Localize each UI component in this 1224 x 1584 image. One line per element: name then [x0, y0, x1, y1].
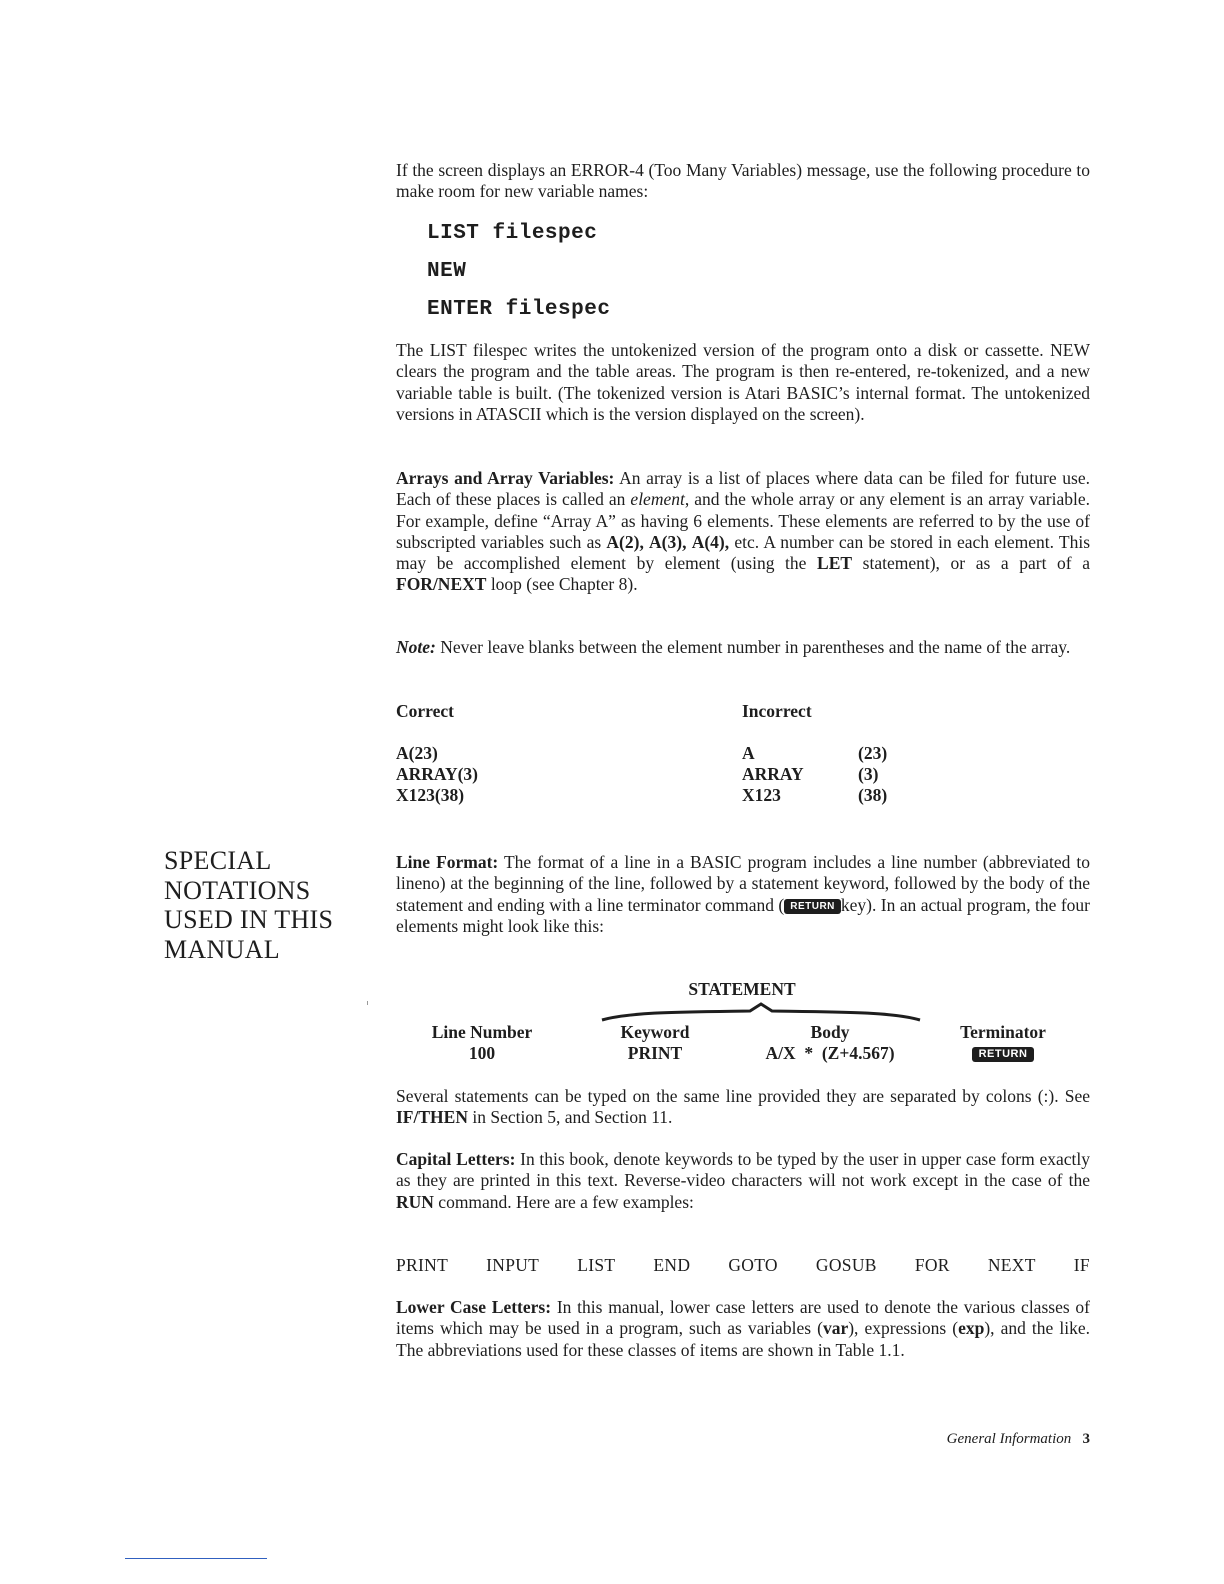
keyword-example: PRINT: [396, 1255, 449, 1275]
lower-case-paragraph: Lower Case Letters: In this manual, lower case letters are used to denote the various classes of items which may be used in a program, such as variables (var), expressions (exp), and the like. The abbreviations used for these classes of items are shown in Table 1.1.: [396, 1297, 1091, 1360]
capital-letters-paragraph: Capital Letters: In this book, denote keywords to be typed by the user in upper case form exactly as they are printed in this text. Reverse-video characters will not work except in the case of the RUN command. Here are a few examples:: [396, 1149, 1090, 1212]
arrays-heading: Arrays and Array Variables:: [396, 468, 615, 488]
incorrect-name: X123: [742, 785, 781, 805]
statement-brace: [600, 1002, 922, 1024]
return-key-icon: RETURN: [784, 899, 841, 914]
intro-paragraph: If the screen displays an ERROR-4 (Too Many Variables) message, use the following procedure to make room for new variable names:: [396, 160, 1090, 202]
keyword-example: LIST: [577, 1255, 616, 1275]
several-statements-paragraph: Several statements can be typed on the same line provided they are separated by colons (:). See IF/THEN in Section 5, and Section 11.: [396, 1086, 1090, 1128]
statement-label: STATEMENT: [688, 979, 796, 999]
note-label: Note:: [396, 637, 436, 657]
line-number-value: 100: [468, 1043, 496, 1063]
body-value: A/X * (Z+4.567): [765, 1043, 895, 1063]
line-format-paragraph: Line Format: The format of a line in a BASIC program includes a line number (abbreviated to lineno) at the beginning of the line, followed by a statement keyword, followed by the body of the statement and ending with a line terminator command ( RETURN key). In an actual program, the four elements might look like this:: [396, 852, 1090, 936]
list-filespec-paragraph: The LIST filespec writes the untokenized version of the program onto a disk or cassette. NEW clears the program and the table areas. The program is then re-entered, re-tokenized, and a new variable table is built. (The tokenized version is Atari BASIC’s internal format. The untokenized versions in ATASCII which is the version displayed on the screen).: [396, 340, 1090, 424]
page-footer: [900, 1431, 1090, 1448]
incorrect-subscript: (3): [858, 764, 879, 784]
keyword-example: GOTO: [728, 1255, 778, 1275]
lower-case-heading: Lower Case Letters:: [396, 1297, 552, 1317]
keyword-examples: [396, 1255, 1090, 1276]
keyword-example: INPUT: [486, 1255, 540, 1275]
line-number-label: Line Number: [431, 1022, 533, 1042]
incorrect-name: A: [742, 743, 755, 763]
code-line-list: LIST filespec: [427, 222, 598, 245]
body-label: Body: [810, 1022, 850, 1042]
note-paragraph: Note: Never leave blanks between the element number in parentheses and the name of the array.: [396, 637, 1071, 657]
incorrect-subscript: (38): [858, 785, 888, 805]
return-key-icon: RETURN: [972, 1047, 1035, 1062]
terminator-value: [933, 1043, 1073, 1064]
element-emphasis: element: [630, 489, 685, 510]
incorrect-header: Incorrect: [742, 701, 812, 721]
keyword-label: Keyword: [620, 1022, 690, 1042]
footer-title: General Information: [946, 1431, 1072, 1447]
keyword-example: NEXT: [987, 1255, 1036, 1275]
correct-example: X123(38): [396, 785, 465, 805]
footnote-rule: [125, 1558, 267, 1559]
code-line-new: NEW: [427, 260, 467, 283]
code-line-enter: ENTER filespec: [427, 298, 611, 321]
incorrect-name: ARRAY: [742, 764, 804, 784]
margin-mark: [367, 1001, 368, 1005]
capital-letters-heading: Capital Letters:: [396, 1149, 516, 1169]
keyword-example: FOR: [914, 1255, 950, 1275]
correct-header: Correct: [396, 701, 454, 721]
page-number: 3: [1082, 1431, 1090, 1447]
keyword-example: END: [653, 1255, 691, 1275]
keyword-value: PRINT: [627, 1043, 683, 1063]
arrays-paragraph: Arrays and Array Variables: An array is a list of places where data can be filed for future use. Each of these places is called an element, and the whole array or any element is an array variable. For example, define “Array A” as having 6 elements. These elements are referred to by the use of subscripted variables such as A(2), A(3), A(4), etc. A number can be stored in each element. This may be accomplished element by element (using the LET statement), or as a part of a FOR/NEXT loop (see Chapter 8).: [396, 468, 1091, 595]
section-heading: SPECIAL NOTATIONS USED IN THIS MANUAL: [164, 846, 334, 964]
line-format-heading: Line Format:: [396, 852, 499, 872]
incorrect-subscript: (23): [858, 743, 888, 763]
terminator-label: Terminator: [960, 1022, 1046, 1042]
correct-example: ARRAY(3): [396, 764, 478, 784]
correct-example: A(23): [396, 743, 438, 763]
keyword-example: GOSUB: [815, 1255, 877, 1275]
keyword-example: IF: [1073, 1255, 1090, 1275]
